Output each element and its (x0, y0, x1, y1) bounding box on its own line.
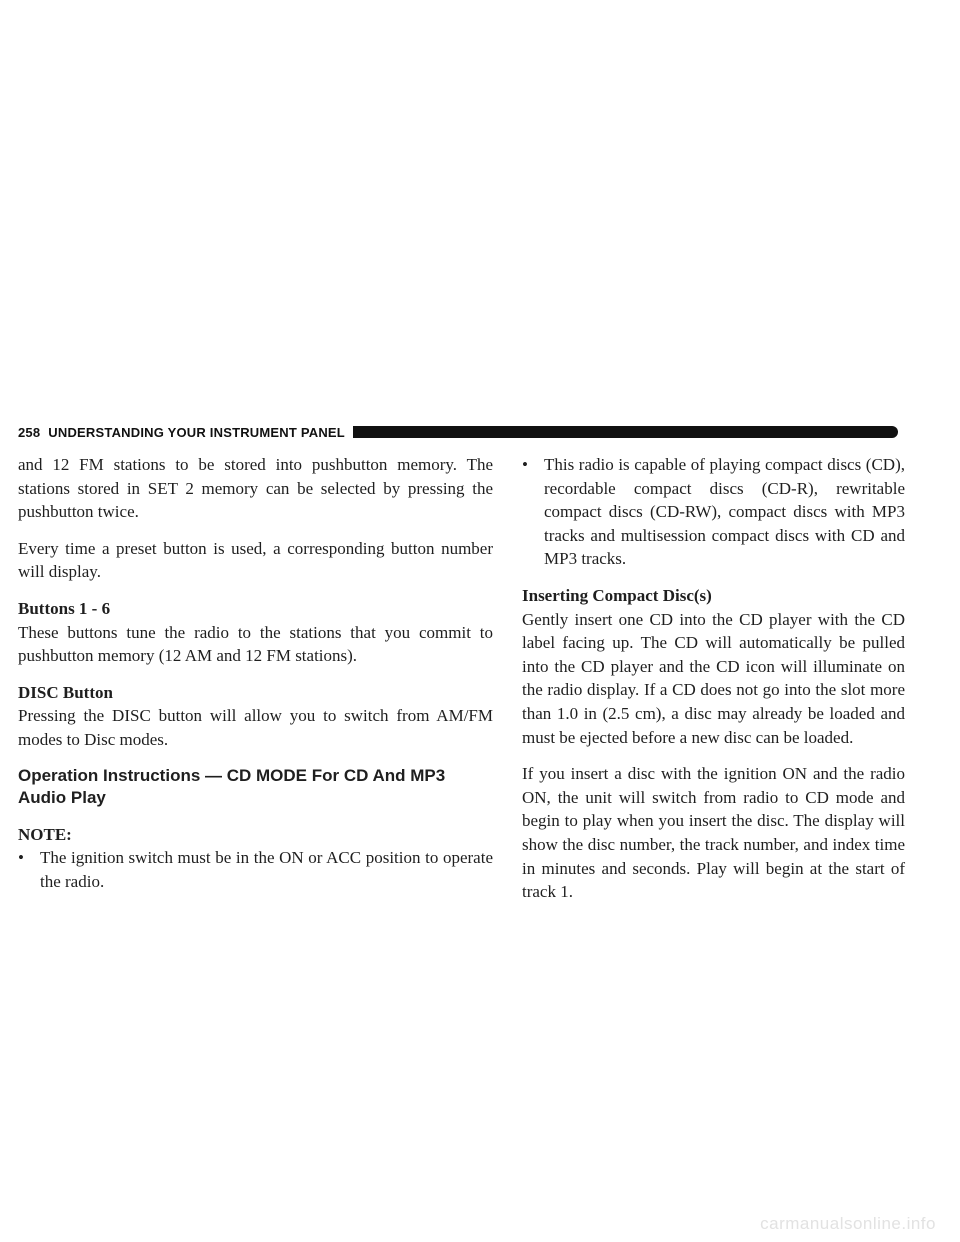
page-number: 258 (18, 424, 41, 440)
paragraph-pushbutton-memory: and 12 FM stations to be stored into pushbutton memory. The stations stored in SET 2 memory can be selected by pressing the pushbutton twice. (18, 455, 493, 522)
heading-buttons-1-6: Buttons 1 - 6 (18, 598, 111, 618)
heading-inserting-compact-discs: Inserting Compact Disc(s) (522, 585, 712, 605)
bullet-item (522, 453, 905, 571)
bullet-item (18, 846, 493, 893)
paragraph-ignition-on: If you insert a disc with the ignition ON and the radio ON, the unit will switch from radio to CD mode and begin to play when you insert the disc. The display will show the disc number, the track number, and index time in minutes and seconds. Play will begin at the start of track 1. (522, 764, 905, 902)
paragraph-preset-button: Every time a preset button is used, a corresponding button number will display. (18, 538, 493, 582)
heading-disc-button: DISC Button (18, 682, 113, 702)
note-label: NOTE: (18, 824, 72, 844)
paragraph-buttons-1-6: These buttons tune the radio to the stations that you commit to pushbutton memory (12 AM and 12 FM stations). (18, 622, 493, 666)
heading-operation-instructions: Operation Instructions — CD MODE For CD And MP3 Audio Play (18, 765, 446, 807)
bullet-text-ignition: The ignition switch must be in the ON or ACC position to operate the radio. (40, 848, 493, 891)
right-column (522, 453, 905, 917)
paragraph-disc-button: Pressing the DISC button will allow you to switch from AM/FM modes to Disc modes. (18, 706, 493, 749)
watermark: carmanualsonline.info (760, 1214, 936, 1233)
bullet-text-disc-types: This radio is capable of playing compact discs (CD), recordable compact discs (CD-R), rewritable compact discs (CD-RW), compact discs with MP3 tracks and multisession compact discs with CD and MP3 tracks. (544, 455, 905, 569)
bullet-mark: • (522, 455, 528, 474)
paragraph-inserting-compact-discs: Gently insert one CD into the CD player with the CD label facing up. The CD will automatically be pulled into the CD player and the CD icon will illuminate on the radio display. If a CD does not go into the slot more than 1.0 in (2.5 cm), a disc may already be loaded and must be ejected before a new disc can be loaded. (522, 609, 905, 747)
bullet-mark: • (18, 848, 24, 868)
section-title: UNDERSTANDING YOUR INSTRUMENT PANEL (48, 424, 345, 440)
header-bar (353, 426, 898, 438)
left-column (18, 453, 493, 906)
page-header (18, 422, 898, 442)
